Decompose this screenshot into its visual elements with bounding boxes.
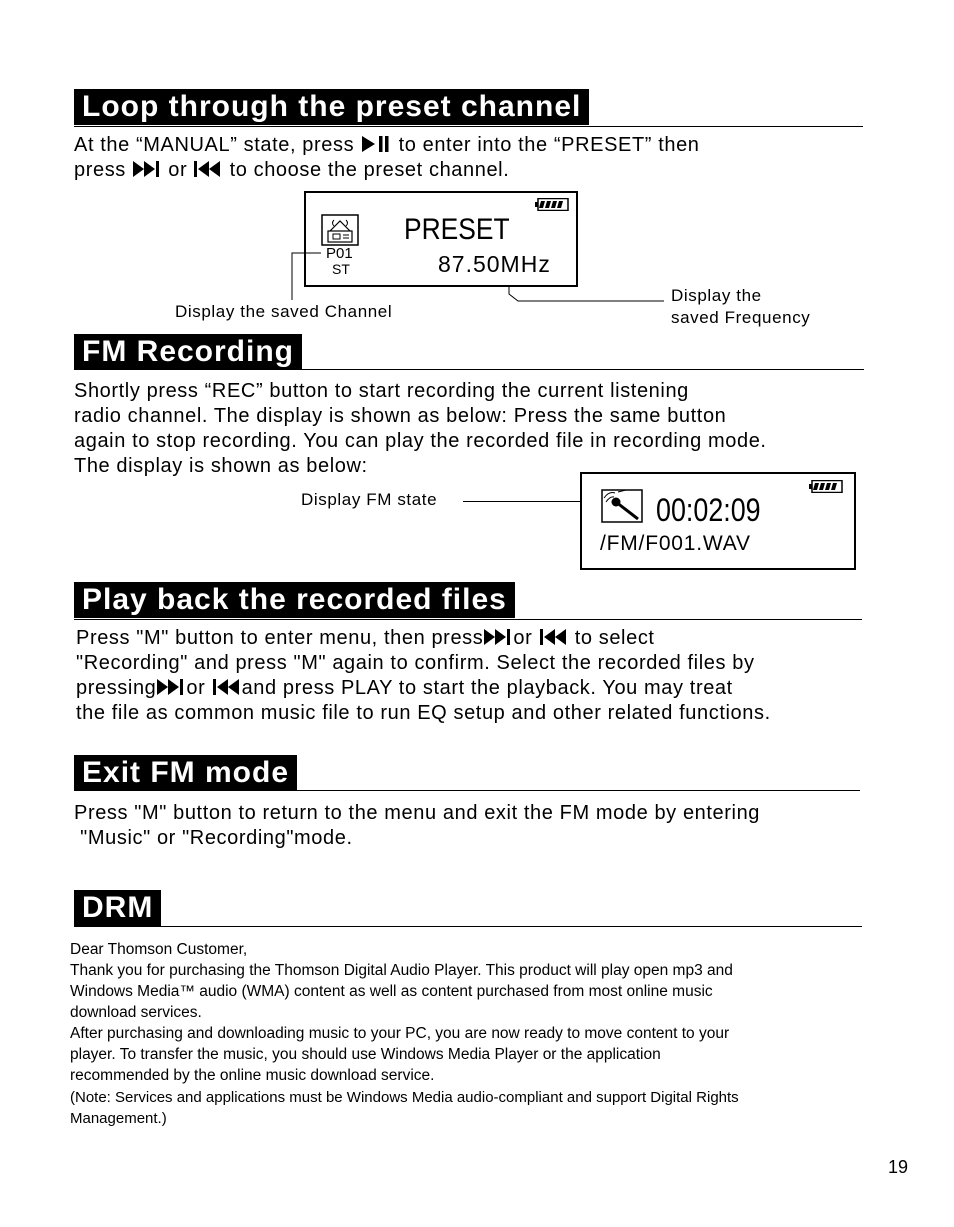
drm-text-line1: Dear Thomson Customer, [70,941,248,958]
loop-text-line1: At the “MANUAL” state, press to enter into the “PRESET” then [74,134,700,156]
drm-text-line2: Thank you for purchasing the Thomson Digital Audio Player. This product will play open mp3 and [70,962,733,979]
section-rule-exit [74,790,860,791]
preset-channel-number: P01 [326,245,353,262]
section-title-exit-fm: Exit FM mode [74,755,297,791]
fm-record-icon [600,488,644,524]
drm-text-line9: Management.) [70,1110,167,1127]
fm-record-file-path: /FM/F001.WAV [600,532,751,555]
exit-text-line1: Press "M" button to return to the menu and exit the FM mode by entering [74,802,761,824]
battery-icon [809,480,843,493]
prev-track-icon [539,628,569,646]
section-title-playback: Play back the recorded files [74,582,515,618]
preset-frequency: 87.50MHz [438,251,551,277]
callout-lines-preset [0,0,954,340]
preset-mode-label: PRESET [404,213,510,246]
drm-text-line3: Windows Media™ audio (WMA) content as well as content purchased from most online music [70,983,713,1000]
play-text-line2: "Recording" and press "M" again to confirm. Select the recorded files by [76,652,755,674]
label-saved-frequency-1: Display the [671,286,762,305]
section-rule-fm [74,369,864,370]
fm-text-line1: Shortly press “REC” button to start recording the current listening [74,380,689,402]
section-title-drm: DRM [74,890,161,926]
label-saved-frequency-2: saved Frequency [671,308,811,327]
section-rule-playback [74,619,862,620]
next-track-icon [483,628,513,646]
fm-text-line3: again to stop recording. You can play the recorded file in recording mode. [74,430,767,452]
prev-track-icon [212,678,242,696]
drm-text-line6: player. To transfer the music, you should use Windows Media Player or the application [70,1046,661,1063]
play-text-line1: Press "M" button to enter menu, then press or to select [76,627,655,649]
drm-text-line5: After purchasing and downloading music to your PC, you are now ready to move content to your [70,1025,730,1042]
play-text-line4: the file as common music file to run EQ setup and other related functions. [76,702,771,724]
label-fm-state: Display FM state [301,490,438,509]
drm-text-line7: recommended by the online music download service. [70,1067,435,1084]
fm-text-line4: The display is shown as below: [74,455,368,477]
label-saved-channel: Display the saved Channel [175,302,393,321]
loop-text-line2: press or to choose the preset channel. [74,159,510,181]
section-rule-drm [74,926,862,927]
exit-text-line2: "Music" or "Recording"mode. [74,827,353,849]
section-title-fm-recording: FM Recording [74,334,302,370]
drm-text-line8: (Note: Services and applications must be Windows Media audio-compliant and support Digital Rights [70,1089,739,1106]
fm-record-timer: 00:02:09 [656,492,761,528]
page-number: 19 [888,1157,909,1177]
fm-record-lcd-display [580,472,856,570]
play-text-line3: pressing or and press PLAY to start the playback. You may treat [76,677,733,699]
preset-stereo-indicator: ST [332,261,350,277]
next-track-icon [156,678,186,696]
section-title-loop: Loop through the preset channel [74,89,589,125]
drm-text-line4: download services. [70,1004,202,1021]
fm-text-line2: radio channel. The display is shown as below: Press the same button [74,405,727,427]
